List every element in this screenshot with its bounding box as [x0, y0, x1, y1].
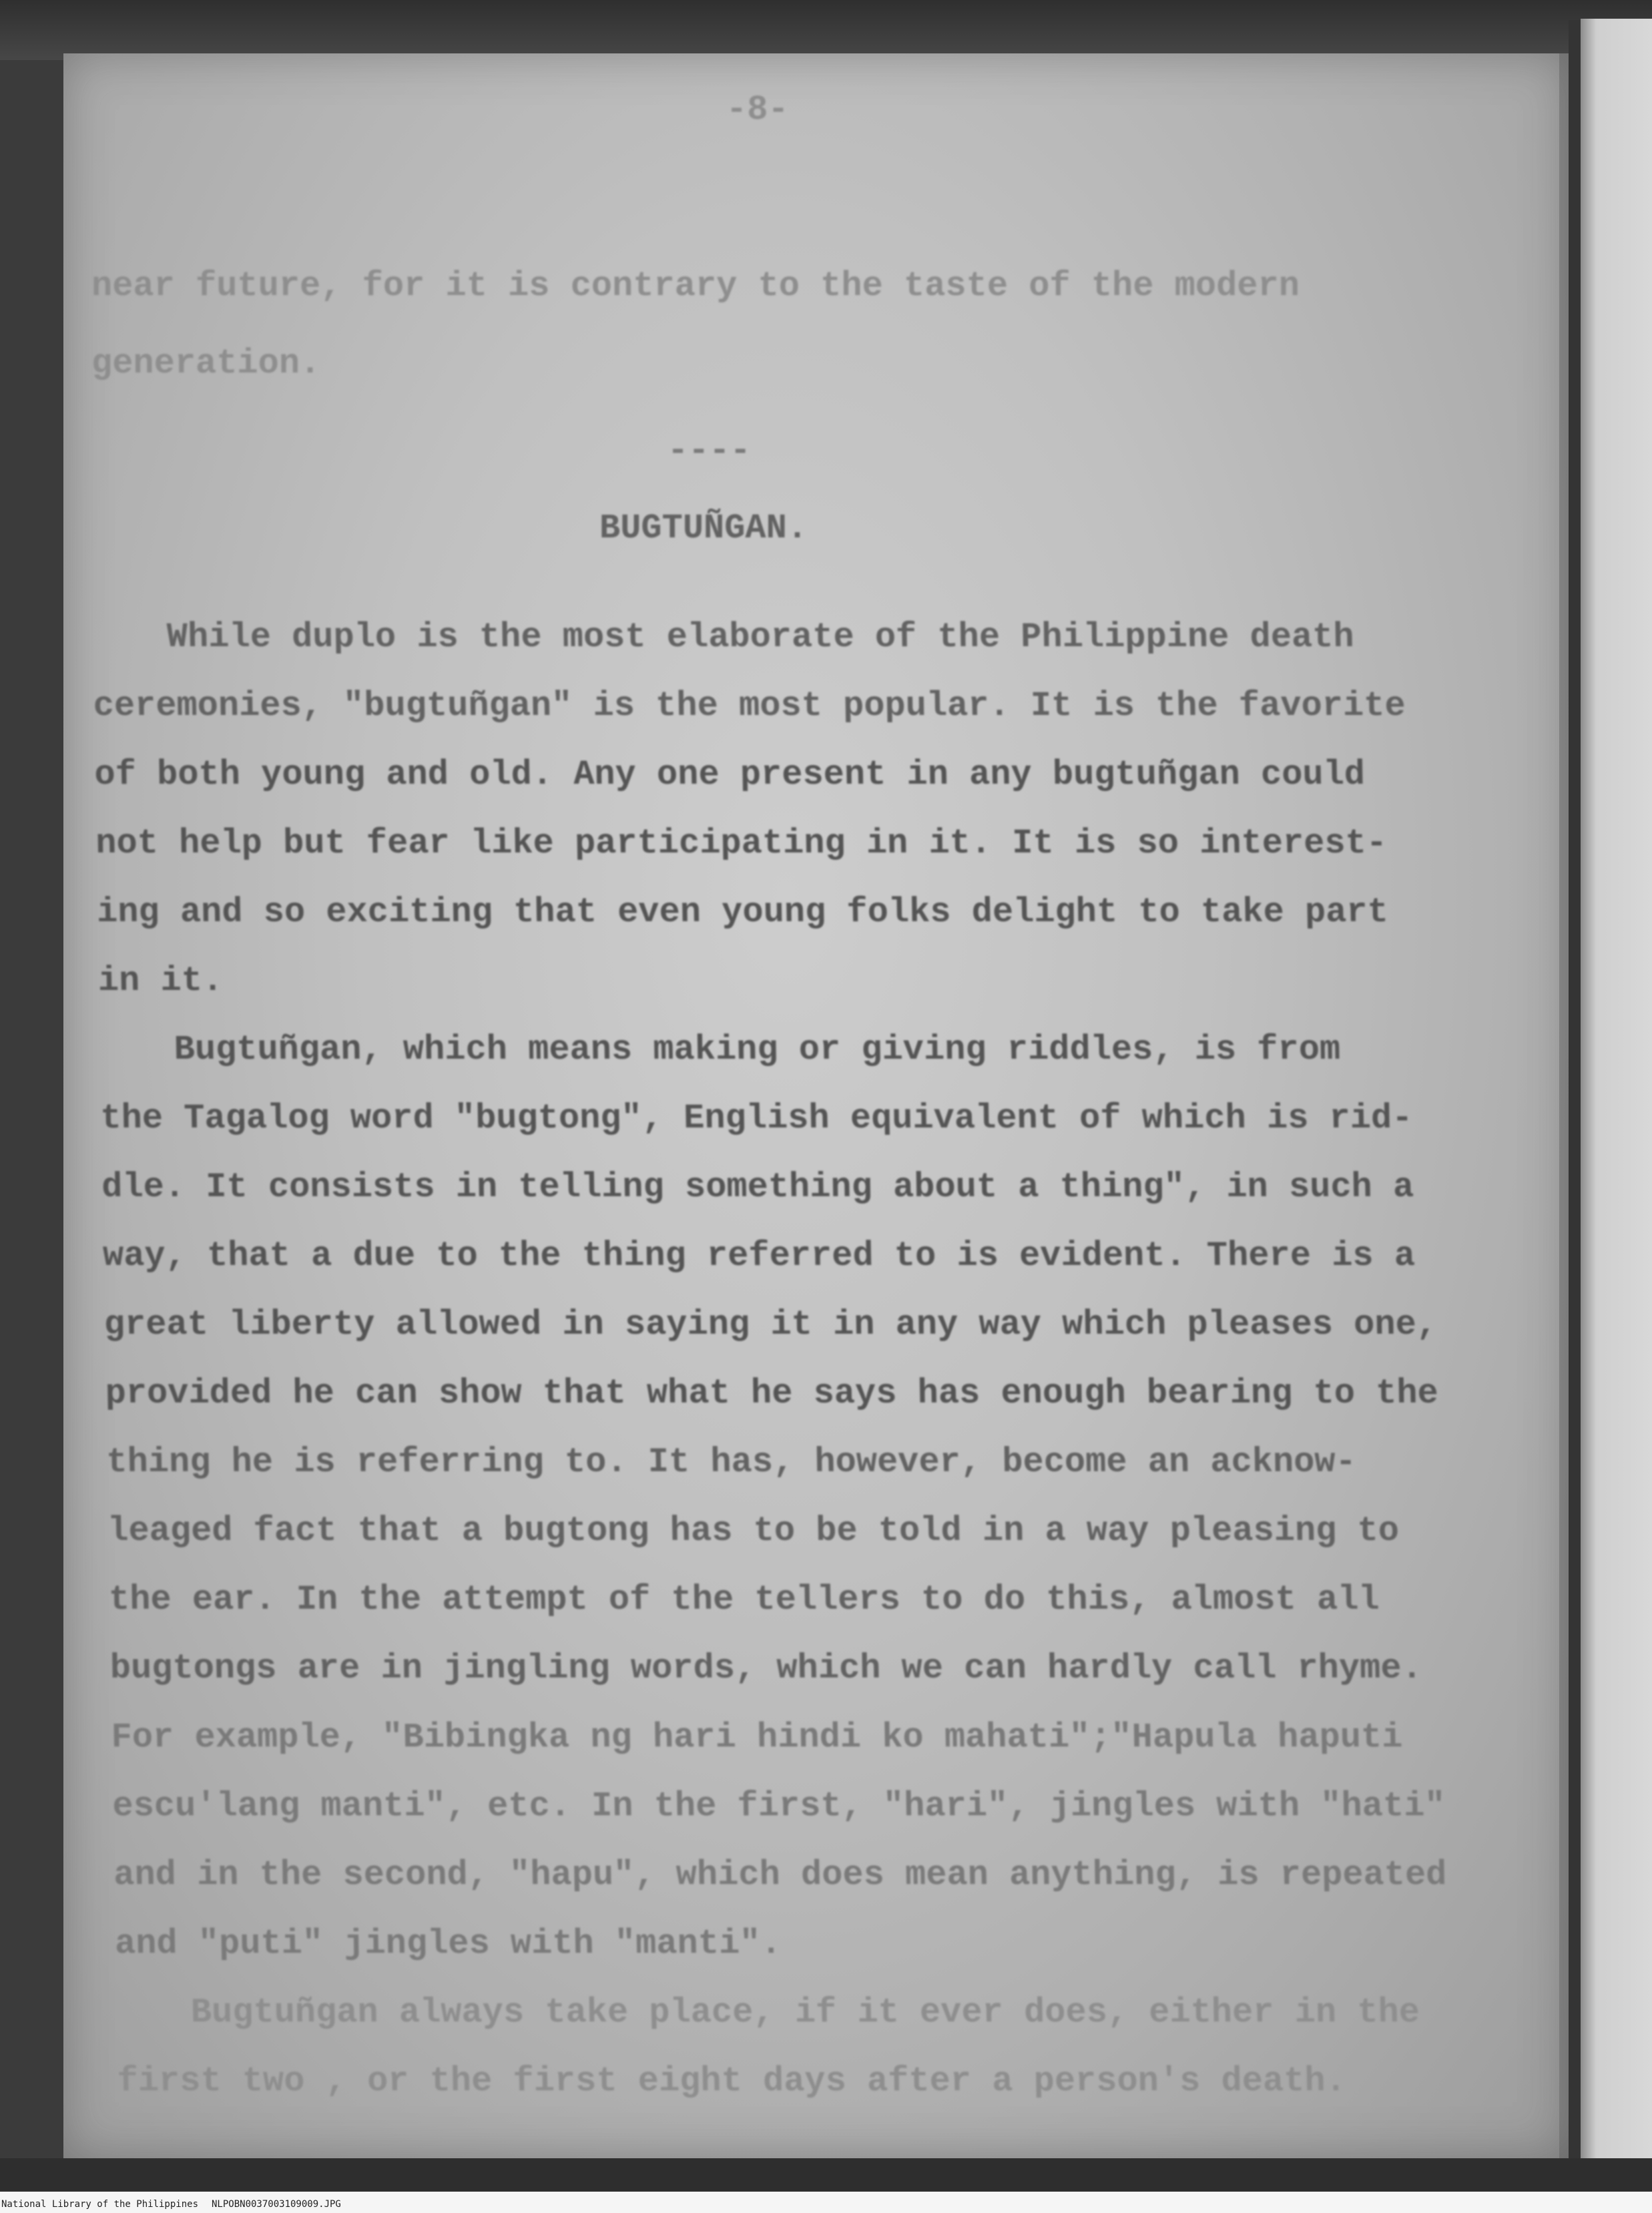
text-line: in it.	[97, 961, 224, 1001]
scan-border-top	[0, 0, 1652, 60]
text-line: not help but fear like participating in it. It is so interest-	[95, 824, 1388, 863]
text-line: generation.	[91, 344, 321, 383]
text-line: For example, "Bibingka ng hari hindi ko mahati";"Hapula haputi	[111, 1718, 1403, 1757]
section-heading: BUGTUÑGAN.	[599, 509, 808, 548]
text-line: the Tagalog word "bugtong", English equivalent of which is rid-	[99, 1099, 1413, 1138]
text-line: Bugtuñgan, which means making or giving riddles, is from	[174, 1030, 1341, 1069]
text-line: bugtongs are in jingling words, which we can hardly call rhyme.	[109, 1649, 1423, 1688]
text-line: escu'lang manti", etc. In the first, "hari", jingles with "hati"	[111, 1786, 1446, 1826]
text-line: and "puti" jingles with "manti".	[114, 1924, 782, 1963]
text-line: Bugtuñgan always take place, if it ever does, either in the	[190, 1993, 1420, 2032]
text-line: way, that a due to the thing referred to is evident. There is a	[102, 1236, 1416, 1276]
body-text	[91, 603, 1451, 2116]
footer-institution: National Library of the Philippines	[1, 2199, 199, 2210]
text-line: ing and so exciting that even young folks delight to take part	[96, 893, 1389, 932]
paragraph-3	[115, 1978, 1451, 2116]
page-gap	[1569, 20, 1581, 2166]
paragraph-1	[91, 603, 1432, 1015]
footer-filename: NLPOBN0037003109009.JPG	[212, 2199, 341, 2210]
text-line: and in the second, "hapu", which does mean anything, is repeated	[113, 1855, 1447, 1895]
text-line: ceremonies, "bugtuñgan" is the most popular. It is the favorite	[93, 686, 1406, 726]
text-line: great liberty allowed in saying it in any way which pleases one,	[103, 1305, 1438, 1344]
text-line: dle. It consists in telling something about a thing", in such a	[101, 1168, 1414, 1207]
text-line: near future, for it is contrary to the taste of the modern	[91, 266, 1300, 306]
text-line: first two , or the first eight days after a person's death.	[117, 2061, 1347, 2101]
text-line: of both young and old. Any one present in any bugtuñgan could	[93, 755, 1366, 794]
scan-border-bottom	[0, 2158, 1652, 2192]
text-line: provided he can show that what he says has enough bearing to the	[105, 1374, 1439, 1413]
text-line: While duplo is the most elaborate of the Philippine death	[166, 618, 1355, 657]
scan-footer	[0, 2192, 1652, 2213]
text-line: thing he is referring to. It has, however, become an acknow-	[105, 1443, 1357, 1482]
section-separator: ----	[667, 431, 751, 471]
paragraph-2	[99, 1015, 1448, 1978]
adjacent-page-edge	[1581, 19, 1652, 2163]
text-line: leaged fact that a bugtong has to be told in a way pleasing to	[107, 1511, 1400, 1551]
text-line: the ear. In the attempt of the tellers to do this, almost all	[108, 1580, 1380, 1620]
page-number: -8-	[726, 90, 789, 130]
intro-text	[91, 248, 1300, 403]
